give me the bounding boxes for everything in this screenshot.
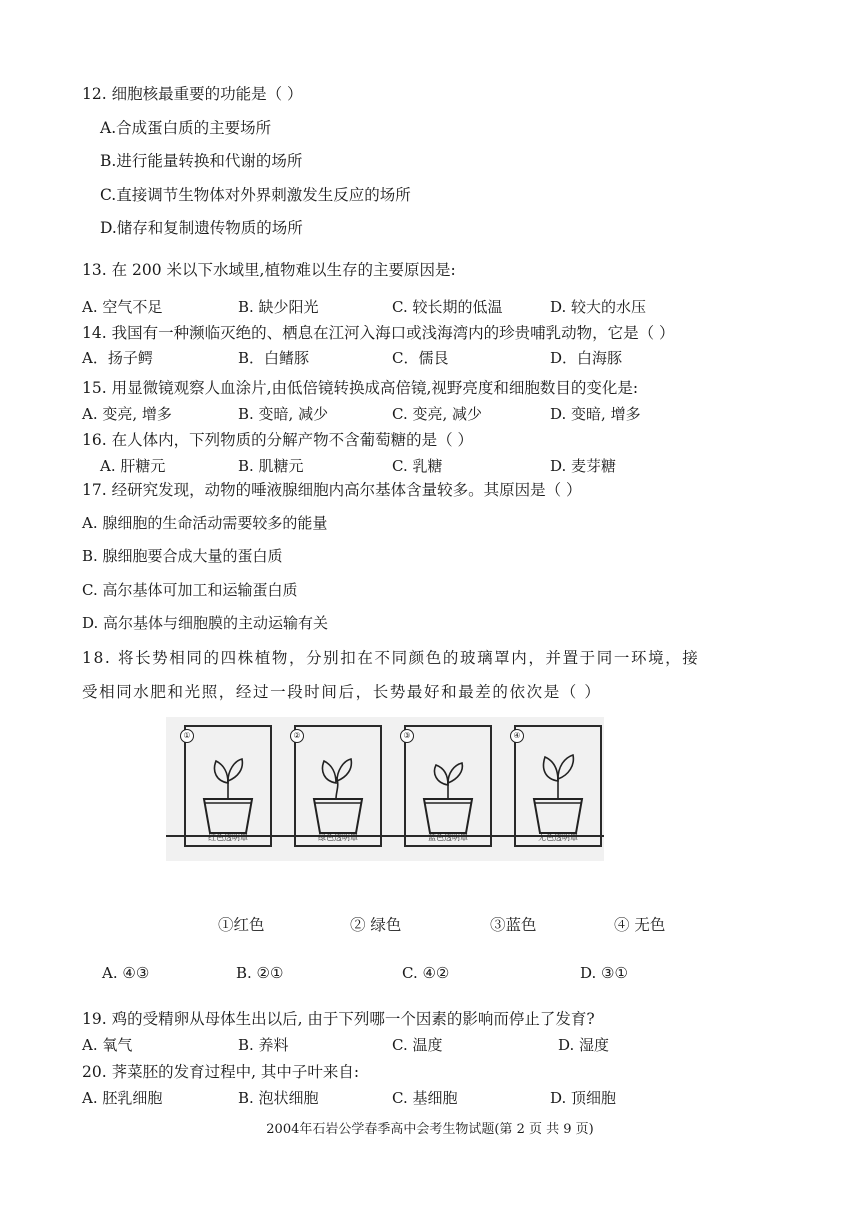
legend-blue: ③蓝色 [490, 916, 537, 934]
q14-option-d: D．白海豚 [550, 349, 623, 367]
q19-option-a: A. 氧气 [82, 1036, 133, 1054]
q18-stem-line1: 18. 将长势相同的四株植物，分别扣在不同颜色的玻璃罩内，并置于同一环境，接 [82, 649, 700, 667]
glass-cover-4 [514, 725, 602, 847]
q15-option-d: D. 变暗, 增多 [550, 405, 641, 423]
cover-3-caption: 蓝色透明罩 [428, 833, 468, 842]
q20-stem: 20. 荠菜胚的发育过程中, 其中子叶来自: [82, 1063, 360, 1081]
legend-colorless: ④ 无色 [614, 916, 666, 934]
cover-2-caption: 绿色透明罩 [318, 833, 358, 842]
glass-cover-3 [404, 725, 492, 847]
q20-option-c: C. 基细胞 [392, 1089, 458, 1107]
q14-option-b: B．白鳍豚 [238, 349, 310, 367]
q18-stem-line2: 受相同水肥和光照，经过一段时间后，长势最好和最差的依次是（ ） [82, 683, 602, 701]
page-footer: 2004年石岩公学春季高中会考生物试题(第 2 页 共 9 页) [266, 1122, 594, 1137]
cover-2-number: ② [290, 729, 304, 743]
plant-pot-4-icon [516, 727, 600, 837]
q18-option-c: C. ④② [402, 964, 450, 982]
plant-pot-1-icon [186, 727, 270, 837]
cover-1-caption: 红色透明罩 [208, 833, 248, 842]
cover-3-number: ③ [400, 729, 414, 743]
q13-option-b: B. 缺少阳光 [238, 298, 319, 316]
q17-option-d: D. 高尔基体与细胞膜的主动运输有关 [82, 614, 329, 632]
glass-cover-2 [294, 725, 382, 847]
q13-option-a: A. 空气不足 [82, 298, 163, 316]
q15-option-b: B. 变暗, 减少 [238, 405, 329, 423]
q17-option-c: C. 高尔基体可加工和运输蛋白质 [82, 581, 298, 599]
q19-option-b: B. 养料 [238, 1036, 289, 1054]
q16-option-c: C. 乳糖 [392, 457, 443, 475]
cover-1-number: ① [180, 729, 194, 743]
plant-pot-3-icon [406, 727, 490, 837]
q17-option-a: A. 腺细胞的生命活动需要较多的能量 [82, 514, 328, 532]
q14-option-c: C．儒艮 [392, 349, 449, 367]
q16-option-b: B. 肌糖元 [238, 457, 304, 475]
q20-option-b: B. 泡状细胞 [238, 1089, 319, 1107]
cover-4-number: ④ [510, 729, 524, 743]
q18-option-a: A. ④③ [102, 964, 150, 982]
q13-option-c: C. 较长期的低温 [392, 298, 503, 316]
q19-option-c: C. 温度 [392, 1036, 443, 1054]
q13-option-d: D. 较大的水压 [550, 298, 647, 316]
q20-option-a: A. 胚乳细胞 [82, 1089, 163, 1107]
q15-option-c: C. 变亮, 减少 [392, 405, 483, 423]
q12-option-a: A.合成蛋白质的主要场所 [100, 119, 272, 137]
q12-option-d: D.储存和复制遗传物质的场所 [100, 219, 303, 237]
q17-stem: 17. 经研究发现，动物的唾液腺细胞内高尔基体含量较多。其原因是（ ） [82, 481, 582, 499]
q15-stem: 15. 用显微镜观察人血涂片,由低倍镜转换成高倍镜,视野亮度和细胞数目的变化是: [82, 379, 639, 397]
q15-option-a: A. 变亮, 增多 [82, 405, 172, 423]
q19-option-d: D. 湿度 [558, 1036, 610, 1054]
cover-4-caption: 无色透明罩 [538, 833, 578, 842]
plant-glass-cover-figure [166, 717, 604, 861]
q18-option-b: B. ②① [236, 964, 284, 982]
legend-green: ② 绿色 [350, 916, 402, 934]
q13-stem: 13. 在 200 米以下水域里,植物难以生存的主要原因是: [82, 261, 456, 279]
q18-option-d: D. ③① [580, 964, 628, 982]
q12-option-b: B.进行能量转换和代谢的场所 [100, 152, 303, 170]
q16-option-d: D. 麦芽糖 [550, 457, 617, 475]
q14-option-a: A．扬子鳄 [82, 349, 153, 367]
q17-option-b: B. 腺细胞要合成大量的蛋白质 [82, 547, 283, 565]
q12-option-c: C.直接调节生物体对外界刺激发生反应的场所 [100, 186, 411, 204]
q19-stem: 19. 鸡的受精卵从母体生出以后, 由于下列哪一个因素的影响而停止了发育? [82, 1010, 595, 1028]
q14-stem: 14. 我国有一种濒临灭绝的、栖息在江河入海口或浅海湾内的珍贵哺乳动物，它是（ ） [82, 324, 675, 342]
q12-stem: 12. 细胞核最重要的功能是（ ） [82, 85, 303, 103]
q16-option-a: A. 肝糖元 [100, 457, 166, 475]
q16-stem: 16. 在人体内，下列物质的分解产物不含葡萄糖的是（ ） [82, 431, 474, 449]
legend-red: ①红色 [218, 916, 265, 934]
q20-option-d: D. 顶细胞 [550, 1089, 617, 1107]
glass-cover-1 [184, 725, 272, 847]
plant-pot-2-icon [296, 727, 380, 837]
